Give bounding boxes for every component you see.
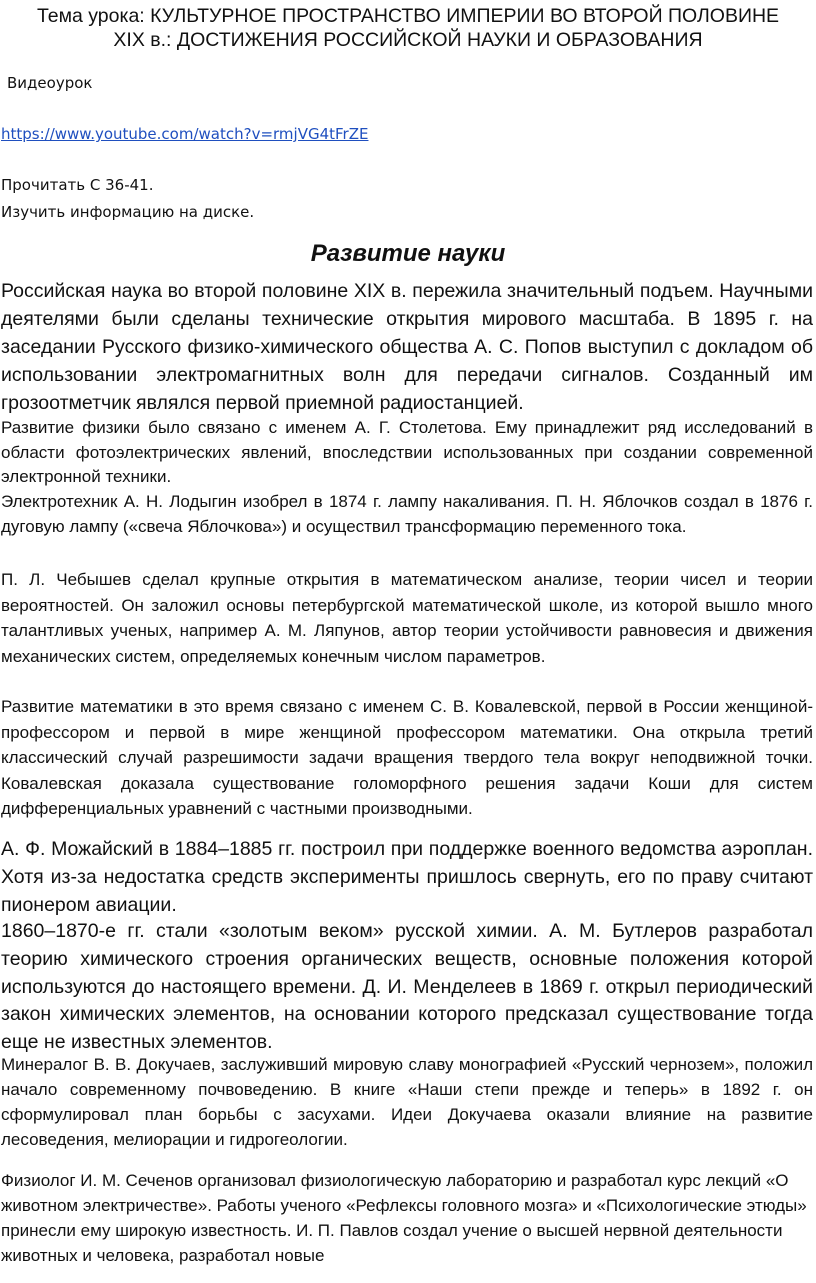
paragraph-electrotechnics: Электротехник А. Н. Лодыгин изобрел в 1874 г. лампу накаливания. П. Н. Яблочков создал в 1876 г. дуговую лампу («свеча Яблочкова») и осуществил трансформацию переменного тока. (1, 492, 813, 536)
study-task: Изучить информацию на диске. (1, 203, 255, 221)
paragraph-popov: Российская наука во второй половине XIX в. пережила значительный подъем. Научными деятелями были сделаны технические открытия мирового масштаба. В 1895 г. на заседании Русского физико-химического общества А. С. Попов выступил с докладом об использовании электромагнитных волн для передачи сигналов. Созданный им грозоотметчик являлся первой приемной радиостанцией. (1, 280, 813, 414)
paragraph-stoletov: Развитие физики было связано с именем А. Г. Столетова. Ему принадлежит ряд исследований в области фотоэлектрических явлений, впоследствии использованных при создании современной электронной техники. (1, 418, 813, 486)
video-lesson-label: Видеоурок (7, 74, 93, 92)
paragraph-mozhaisky: А. Ф. Можайский в 1884–1885 гг. построил при поддержке военного ведомства аэроплан. Хотя из-за недостатка средств эксперименты пришлось свернуть, его по праву считают пионером авиации. (1, 838, 813, 916)
paragraph-kovalevskaya: Развитие математики в это время связано с именем С. В. Ковалевской, первой в России женщиной-профессором и первой в мире женщиной профессором математики. Она открыла третий классический случай разрешимости задачи вращения твердого тела вокруг неподвижной точки. Ковалевская доказала существование голоморфного решения задачи Коши для систем дифференциальных уравнений с частными производными. (1, 697, 813, 818)
paragraph-chemistry: 1860–1870-е гг. стали «золотым веком» русской химии. А. М. Бутлеров разработал теорию химического строения органических веществ, основные положения которой используются до настоящего времени. Д. И. Менделеев в 1869 г. открыл периодический закон химических элементов, на основании которого предсказал существование тогда еще не известных элементов. (1, 920, 813, 1054)
paragraph-dokuchaev: Минералог В. В. Докучаев, заслуживший мировую славу монографией «Русский чернозем», положил начало современному почвоведению. В книге «Наши степи прежде и теперь» в 1892 г. он сформулировал план борьбы с засухами. Идеи Докучаева оказали влияние на развитие лесоведения, мелиорации и гидрогеологии. (1, 1055, 813, 1149)
lesson-title-line-2: XIX в.: ДОСТИЖЕНИЯ РОССИЙСКОЙ НАУКИ И ОБРАЗОВАНИЯ (113, 29, 703, 51)
reading-task: Прочитать С 36-41. (1, 176, 154, 194)
video-link[interactable]: https://www.youtube.com/watch?v=rmjVG4tFrZE (1, 125, 369, 143)
section-heading: Развитие науки (310, 240, 506, 267)
lesson-title-line-1: Тема урока: КУЛЬТУРНОЕ ПРОСТРАНСТВО ИМПЕРИИ ВО ВТОРОЙ ПОЛОВИНЕ (36, 5, 780, 27)
lesson-title (0, 4, 816, 52)
paragraph-sechenov: Физиолог И. М. Сеченов организовал физиологическую лабораторию и разработал курс лекций «О животном электричестве». Работы ученого «Рефлексы головного мозга» и «Психологические этюды» принесли ему широкую известность. И. П. Павлов создал учение о высшей нервной деятельности животных и человека, разработал новые (1, 1171, 807, 1265)
paragraph-chebyshev: П. Л. Чебышев сделал крупные открытия в математическом анализе, теории чисел и теории вероятностей. Он заложил основы петербургской математической школе, из которой вышло много талантливых ученых, например А. М. Ляпунов, автор теории устойчивости равновесия и движения механических систем, определяемых конечным числом параметров. (1, 570, 813, 666)
